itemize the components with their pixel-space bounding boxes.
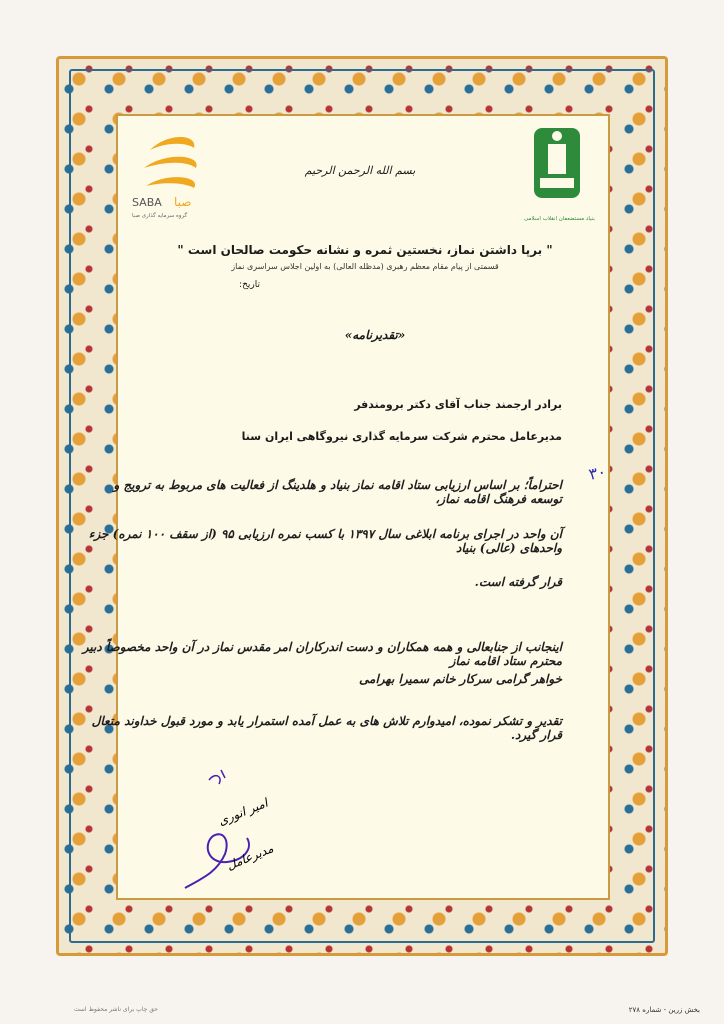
- logo-name: صبا: [174, 195, 192, 209]
- body-line: تقدیر و تشکر نموده، امیدوارم تلاش های به عمل آمده استمرار یابد و مورد قبول خداوند متعال قرار گیرد.: [91, 714, 562, 742]
- recipient-position: مدیرعامل محترم شرکت سرمایه گذاری نیروگاهی ایران سنا: [241, 430, 562, 443]
- date-label: تاریخ:: [239, 280, 260, 290]
- bismillah: بسم الله الرحمن الرحیم: [304, 164, 416, 177]
- footer-left-text: حق چاپ برای ناشر محفوظ است: [74, 1006, 158, 1013]
- signer-name: امیر انوری: [216, 795, 270, 829]
- body-line: قرار گرفته است.: [474, 575, 562, 589]
- body-line: احتراماً؛ بر اساس ارزیابی ستاد اقامه نماز بنیاد و هلدینگ از فعالیت های مربوط به ترویج و توسعه فرهنگ اقامه نماز،: [113, 478, 562, 506]
- logo-tagline: گروه سرمایه گذاری صبا: [132, 213, 188, 219]
- handwritten-signature: [175, 760, 265, 900]
- foundation-logo: [516, 118, 598, 226]
- footer-right-text: بخش زرین - شماره ۲۷۸: [628, 1006, 700, 1014]
- body-line: اینجانب از جنابعالی و همه همکاران و دست اندرکاران امر مقدس نماز در آن واحد مخصوصاً دبیر محترم ستاد اقامه نماز: [82, 640, 562, 668]
- saba-logo: [128, 124, 218, 220]
- body-line: آن واحد در اجرای برنامه ابلاغی سال ۱۳۹۷ با کسب نمره ارزیابی ۹۵ (از سقف ۱۰۰ نمره) جزء واحدهای (عالی) بنیاد: [88, 527, 562, 555]
- logo-brand: SABA: [132, 196, 162, 209]
- signer-role: مدیرعامل: [224, 841, 276, 873]
- quote-source: قسمتی از پیام مقام معظم رهبری (مدظله العالی) به اولین اجلاس سراسری نماز: [231, 262, 499, 271]
- recipient-line: برادر ارجمند جناب آقای دکتر برومندفر: [354, 398, 562, 411]
- foundation-logo-text: بنیاد مستضعفان انقلاب اسلامی: [524, 216, 595, 222]
- margin-mark: ۳۰: [586, 461, 608, 484]
- certificate-title: «تقدیرنامه»: [344, 328, 406, 342]
- body-line: خواهر گرامی سرکار خانم سمیرا بهرامی: [359, 672, 562, 686]
- headline-quote: " برپا داشتن نماز، نخستین ثمره و نشانه حکومت صالحان است ": [177, 243, 553, 257]
